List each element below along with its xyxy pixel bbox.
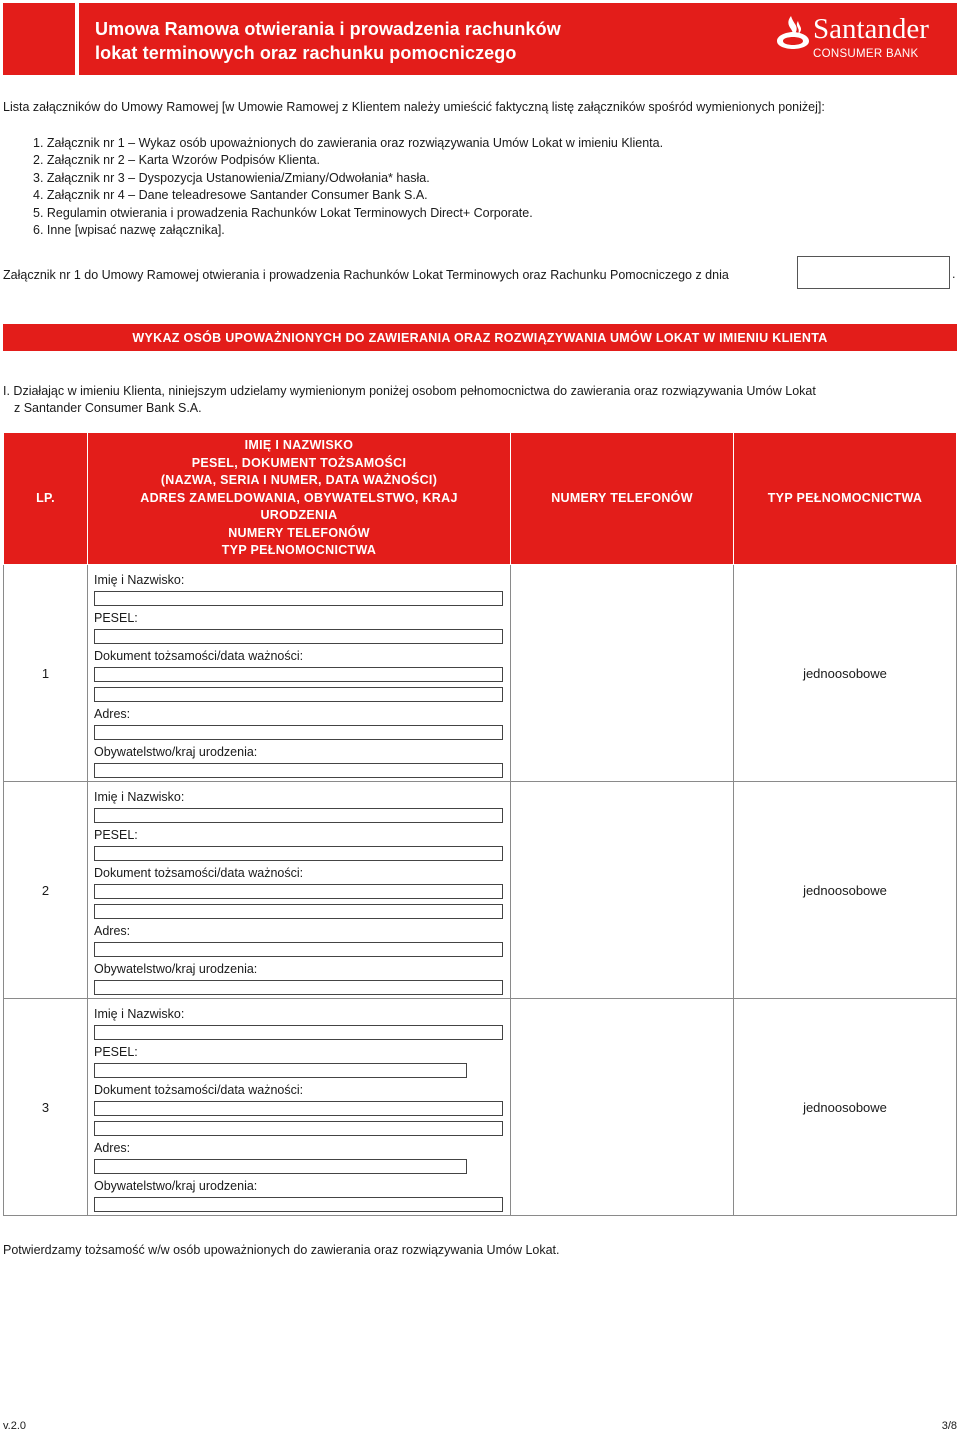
document-header: [3, 3, 957, 75]
document-date-field[interactable]: [94, 687, 503, 702]
name-label: Imię i Nazwisko:: [94, 573, 185, 587]
address-field[interactable]: [94, 942, 503, 957]
pesel-field[interactable]: [94, 629, 503, 644]
attachment-item: 5. Regulamin otwierania i prowadzenia Rachunków Lokat Terminowych Direct+ Corporate.: [33, 205, 533, 220]
address-field[interactable]: [94, 725, 503, 740]
citizenship-label: Obywatelstwo/kraj urodzenia:: [94, 745, 258, 759]
citizenship-label: Obywatelstwo/kraj urodzenia:: [94, 962, 258, 976]
header-person: [88, 433, 511, 565]
paragraph-line-2: z Santander Consumer Bank S.A.: [14, 401, 202, 415]
attachments-intro: Lista załączników do Umowy Ramowej [w Umowie Ramowej z Klientem należy umieścić faktyczną listę załączników spośród wymienionych poniżej]:: [3, 100, 825, 114]
citizenship-field[interactable]: [94, 980, 503, 995]
flame-icon: [775, 15, 811, 49]
attachment-item: 3. Załącznik nr 3 – Dyspozycja Ustanowienia/Zmiany/Odwołania* hasła.: [33, 170, 430, 185]
section-banner: WYKAZ OSÓB UPOWAŻNIONYCH DO ZAWIERANIA ORAZ ROZWIĄZYWANIA UMÓW LOKAT W IMIENIU KLIENTA: [3, 324, 957, 351]
header-person-line: ADRES ZAMELDOWANIA, OBYWATELSTWO, KRAJ: [140, 490, 458, 505]
annex-date-field[interactable]: [797, 256, 950, 289]
name-label: Imię i Nazwisko:: [94, 1007, 185, 1021]
person-fields: [88, 565, 511, 782]
header-divider: [75, 3, 79, 75]
authorization-paragraph: [3, 383, 957, 417]
person-fields: [88, 782, 511, 999]
document-label: Dokument tożsamości/data ważności:: [94, 1083, 304, 1097]
pesel-field[interactable]: [94, 846, 503, 861]
row-number: 3: [4, 999, 88, 1216]
header-phones: NUMERY TELEFONÓW: [511, 433, 734, 565]
brand-name: Santander: [813, 13, 929, 45]
attachment-item: 2. Załącznik nr 2 – Karta Wzorów Podpisów Klienta.: [33, 153, 320, 168]
header-person-line: TYP PEŁNOMOCNICTWA: [221, 543, 377, 558]
name-field[interactable]: [94, 1025, 503, 1040]
name-field[interactable]: [94, 591, 503, 606]
phones-cell[interactable]: [511, 999, 734, 1216]
pesel-field[interactable]: [94, 1063, 467, 1078]
document-field[interactable]: [94, 884, 503, 899]
header-person-line: URODZENIA: [260, 508, 338, 523]
title-line-2: lokat terminowych oraz rachunku pomocniczego: [95, 43, 517, 63]
table-header-row: [4, 433, 957, 565]
name-label: Imię i Nazwisko:: [94, 790, 185, 804]
header-lp: LP.: [4, 433, 88, 565]
authorized-persons-table: [3, 432, 957, 1216]
phones-cell[interactable]: [511, 782, 734, 999]
pesel-label: PESEL:: [94, 611, 138, 625]
page-number: 3/8: [941, 1420, 957, 1432]
santander-logo: [775, 15, 935, 63]
title-line-1: Umowa Ramowa otwierania i prowadzenia rachunków: [95, 19, 561, 39]
header-person-line: IMIĘ I NAZWISKO: [244, 438, 354, 453]
confirmation-text: Potwierdzamy tożsamość w/w osób upoważnionych do zawierania oraz rozwiązywania Umów Lokat.: [3, 1243, 560, 1257]
table-row: [4, 565, 957, 782]
person-fields: [88, 999, 511, 1216]
brand-subtitle: CONSUMER BANK: [813, 48, 919, 60]
authorization-type: jednoosobowe: [734, 565, 957, 782]
phones-cell[interactable]: [511, 565, 734, 782]
name-field[interactable]: [94, 808, 503, 823]
header-person-line: (NAZWA, SERIA I NUMER, DATA WAŻNOŚCI): [160, 473, 438, 488]
document-date-field[interactable]: [94, 1121, 503, 1136]
row-number: 2: [4, 782, 88, 999]
citizenship-label: Obywatelstwo/kraj urodzenia:: [94, 1179, 258, 1193]
attachment-item: 6. Inne [wpisać nazwę załącznika].: [33, 223, 225, 238]
document-label: Dokument tożsamości/data ważności:: [94, 649, 304, 663]
citizenship-field[interactable]: [94, 1197, 503, 1212]
address-label: Adres:: [94, 924, 131, 938]
document-title: [95, 17, 561, 65]
paragraph-line-1: I. Działając w imieniu Klienta, niniejszym udzielamy wymienionym poniżej osobom pełnomocnictwa do zawierania oraz rozwiązywania Umów Lokat: [3, 384, 816, 398]
header-type: TYP PEŁNOMOCNICTWA: [734, 433, 957, 565]
document-field[interactable]: [94, 667, 503, 682]
document-field[interactable]: [94, 1101, 503, 1116]
header-person-line: PESEL, DOKUMENT TOŻSAMOŚCI: [191, 455, 407, 470]
table-row: [4, 782, 957, 999]
document-date-field[interactable]: [94, 904, 503, 919]
citizenship-field[interactable]: [94, 763, 503, 778]
pesel-label: PESEL:: [94, 828, 138, 842]
annex-dot: .: [952, 267, 956, 281]
authorization-type: jednoosobowe: [734, 782, 957, 999]
address-field[interactable]: [94, 1159, 467, 1174]
annex-line: Załącznik nr 1 do Umowy Ramowej otwierania i prowadzenia Rachunków Lokat Terminowych oraz Rachunku Pomocniczego z dnia: [3, 268, 729, 282]
address-label: Adres:: [94, 707, 131, 721]
header-person-line: NUMERY TELEFONÓW: [228, 525, 370, 540]
address-label: Adres:: [94, 1141, 131, 1155]
table-row: [4, 999, 957, 1216]
row-number: 1: [4, 565, 88, 782]
document-label: Dokument tożsamości/data ważności:: [94, 866, 304, 880]
version-label: v.2.0: [3, 1420, 27, 1432]
attachment-item: 1. Załącznik nr 1 – Wykaz osób upoważnionych do zawierania oraz rozwiązywania Umów Lokat w imieniu Klienta.: [33, 136, 664, 150]
attachments-list: [33, 135, 663, 239]
authorization-type: jednoosobowe: [734, 999, 957, 1216]
pesel-label: PESEL:: [94, 1045, 138, 1059]
attachment-item: 4. Załącznik nr 4 – Dane teleadresowe Santander Consumer Bank S.A.: [33, 188, 428, 203]
